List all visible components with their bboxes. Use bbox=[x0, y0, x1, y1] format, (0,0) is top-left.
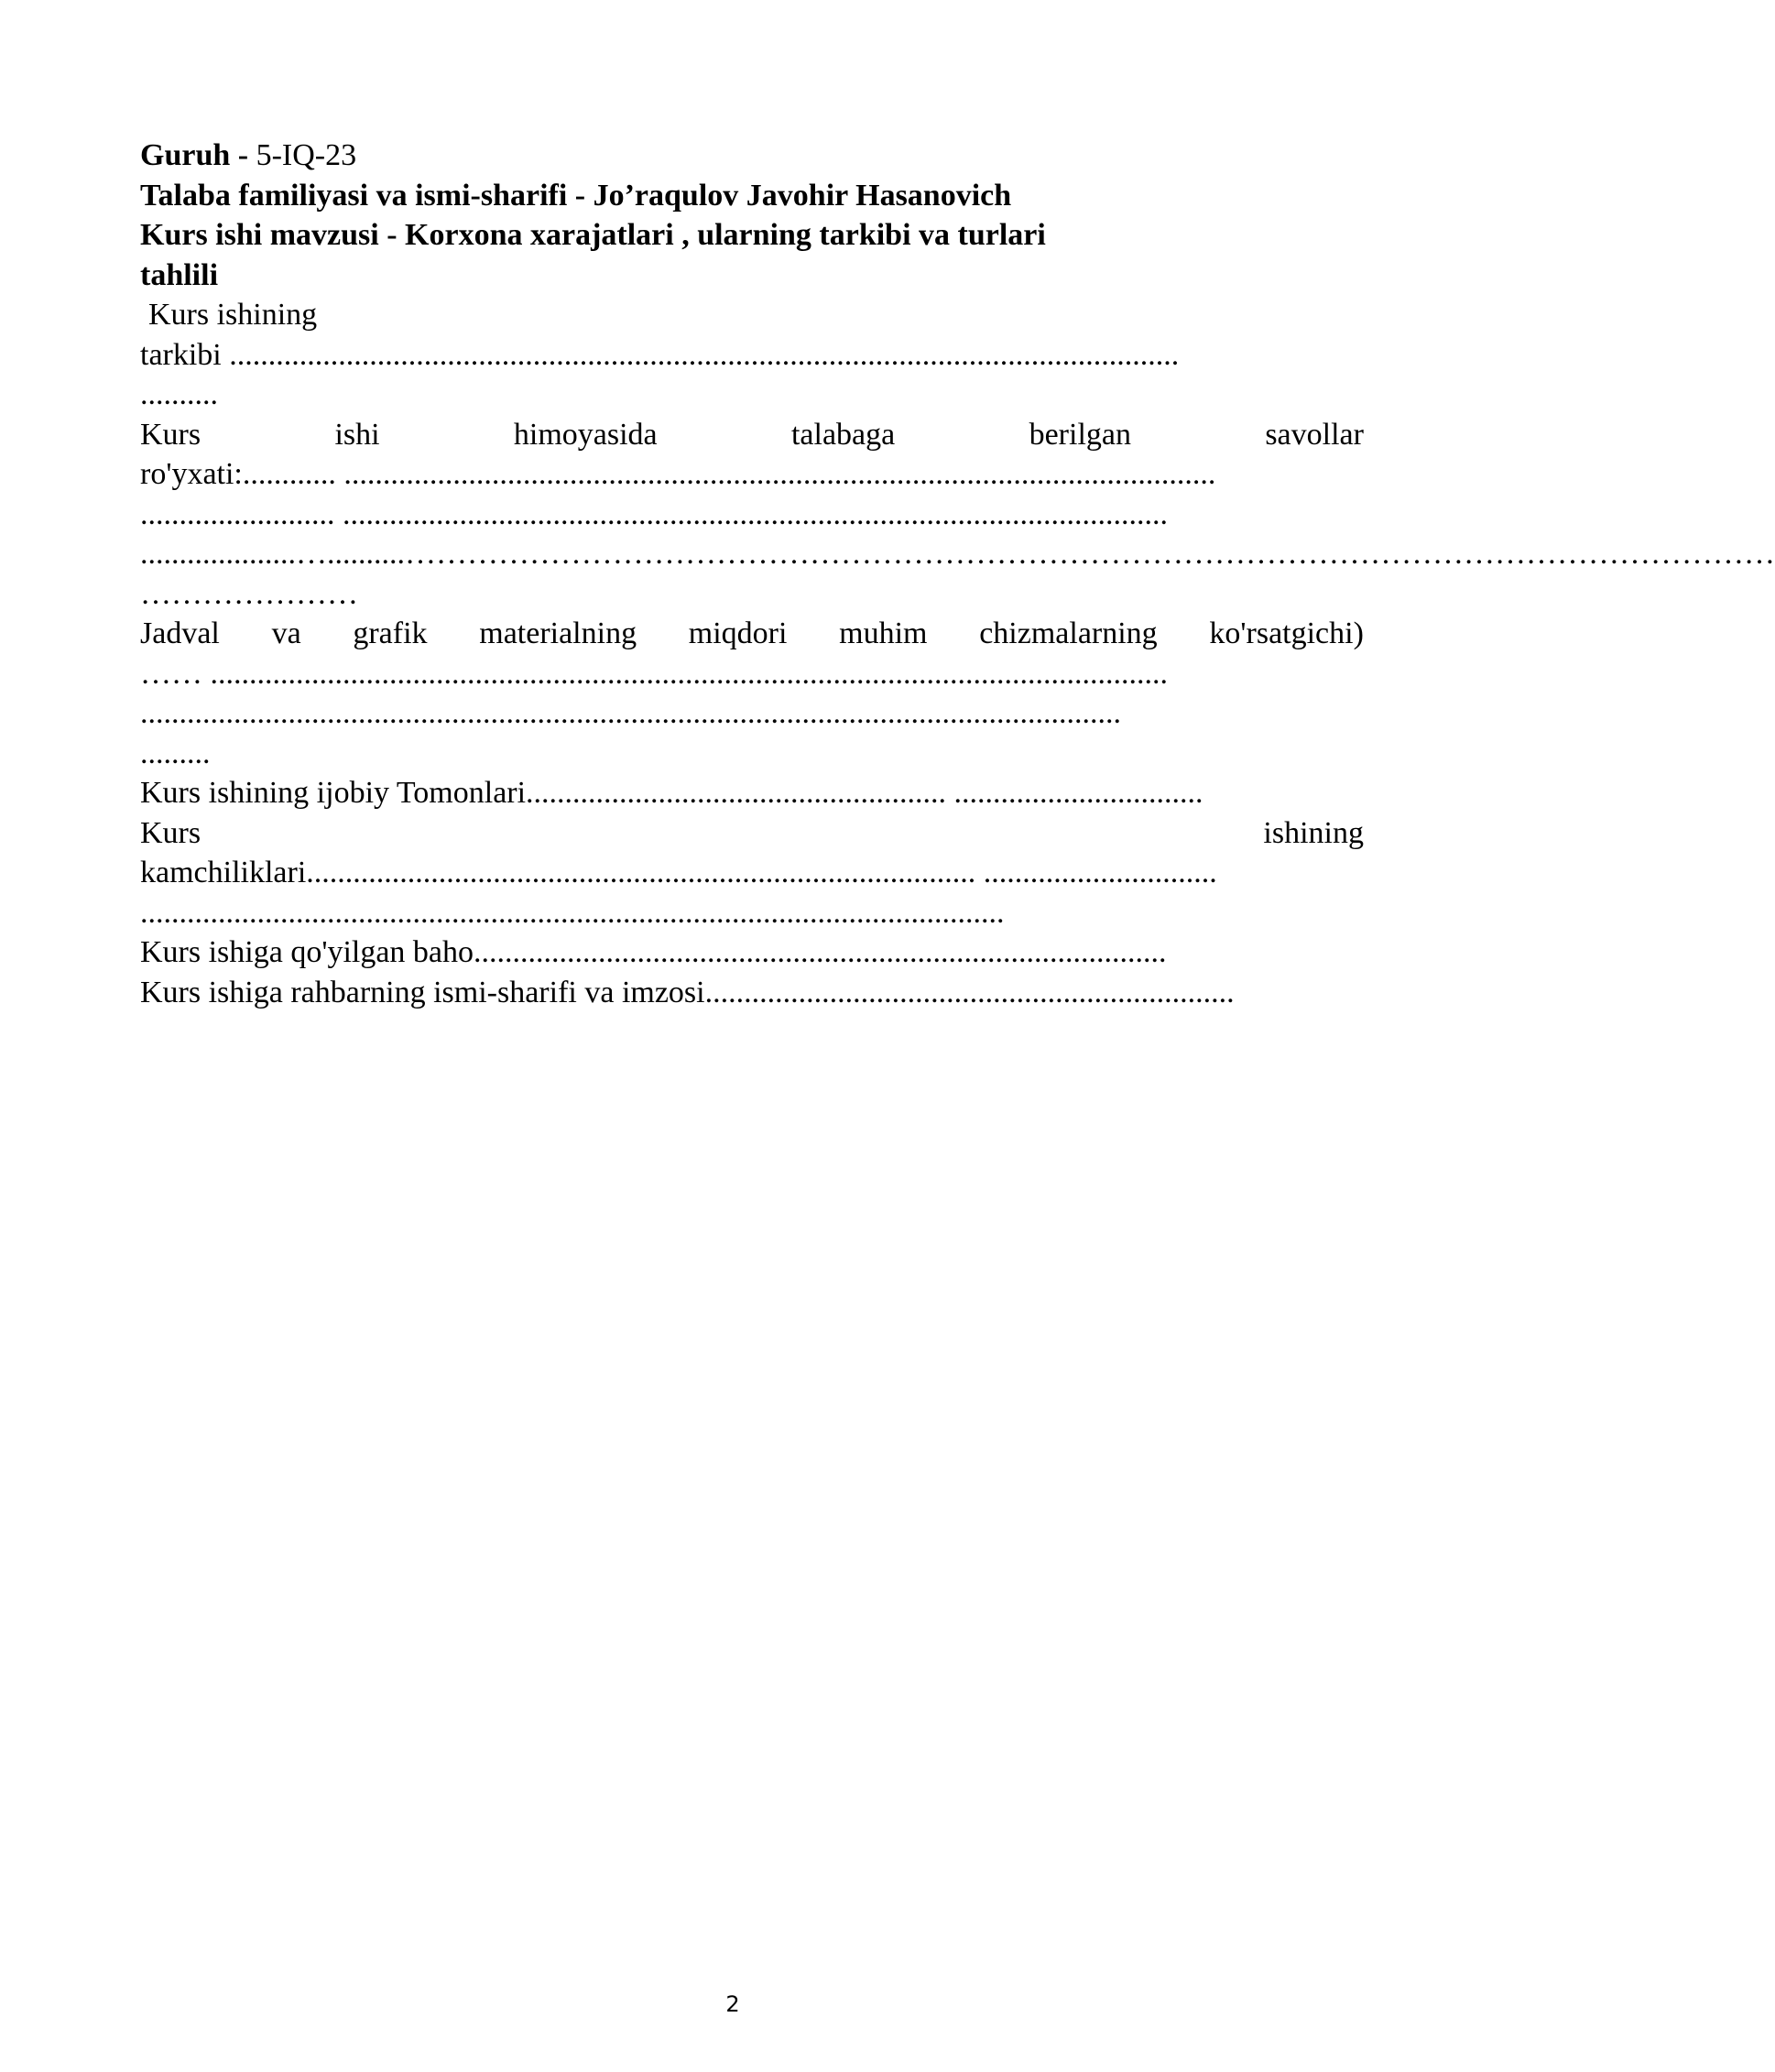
page-number: 2 bbox=[725, 1991, 740, 2017]
justified-word: berilgan bbox=[1029, 417, 1131, 452]
topic-line-1: Kurs ishi mavzusi - Korxona xarajatlari , ularning tarkibi va turlari bbox=[140, 218, 1046, 252]
justified-word: va bbox=[271, 616, 301, 650]
composition-line-1: Kurs ishining bbox=[148, 298, 318, 332]
justified-word: ishining bbox=[1263, 815, 1364, 850]
justified-word: talabaga bbox=[790, 417, 896, 452]
supervisor-signature-line: Kurs ishiga rahbarning ismi-sharifi va imzosi.................................................................... bbox=[140, 975, 1235, 1009]
questions-line-5: ………………… bbox=[140, 576, 358, 611]
justified-word: chizmalarning bbox=[979, 616, 1158, 650]
group-label: Guruh - bbox=[140, 138, 249, 172]
justified-word: himoyasida bbox=[513, 417, 658, 452]
materials-line-4: ......... bbox=[140, 736, 211, 770]
justified-word: muhim bbox=[839, 616, 928, 650]
composition-line-3: .......... bbox=[140, 377, 218, 411]
topic-line-2: tahlili bbox=[140, 257, 219, 292]
shortcomings-line-1 bbox=[140, 813, 1364, 854]
shortcomings-line-2: kamchiliklari...................................................................................... .............................. bbox=[140, 856, 1217, 889]
questions-line-3: ......................... .......................................................................................................... bbox=[140, 496, 1168, 531]
justified-word: grafik bbox=[353, 616, 428, 650]
justified-word: Kurs bbox=[140, 815, 201, 850]
justified-word: ishi bbox=[334, 417, 380, 452]
justified-word: materialning bbox=[479, 616, 637, 650]
positives-line: Kurs ishining ijobiy Tomonlari...................................................... ................................ bbox=[140, 776, 1203, 810]
shortcomings-line-3: ............................................................................................................... bbox=[140, 895, 1005, 930]
composition-line-2: tarkibi .......................................................................................................................... bbox=[140, 337, 1180, 372]
group-value: 5-IQ-23 bbox=[248, 138, 357, 172]
justified-word: savollar bbox=[1265, 417, 1364, 452]
questions-line-1 bbox=[140, 415, 1364, 455]
questions-line-4: ....................…..........…………………………………………………………………………………………………………………… bbox=[140, 537, 1775, 571]
materials-line-2: …… ........................................................................................................................... bbox=[140, 656, 1168, 691]
justified-word: ko'rsatgichi) bbox=[1209, 616, 1364, 650]
justified-word: Jadval bbox=[140, 616, 220, 650]
questions-line-2: ro'yxati:............ ................................................................................................................ bbox=[140, 457, 1216, 491]
group-line bbox=[140, 136, 1364, 176]
justified-word: miqdori bbox=[688, 616, 788, 650]
student-name-line: Talaba familiyasi va ismi-sharifi - Jo’raqulov Javohir Hasanovich bbox=[140, 178, 1012, 213]
form-content bbox=[140, 136, 1775, 1012]
materials-line-3: .............................................................................................................................. bbox=[140, 696, 1121, 730]
justified-word: Kurs bbox=[140, 417, 201, 452]
materials-line-1 bbox=[140, 614, 1364, 654]
grade-line: Kurs ishiga qo'yilgan baho......................................................................................... bbox=[140, 935, 1167, 969]
